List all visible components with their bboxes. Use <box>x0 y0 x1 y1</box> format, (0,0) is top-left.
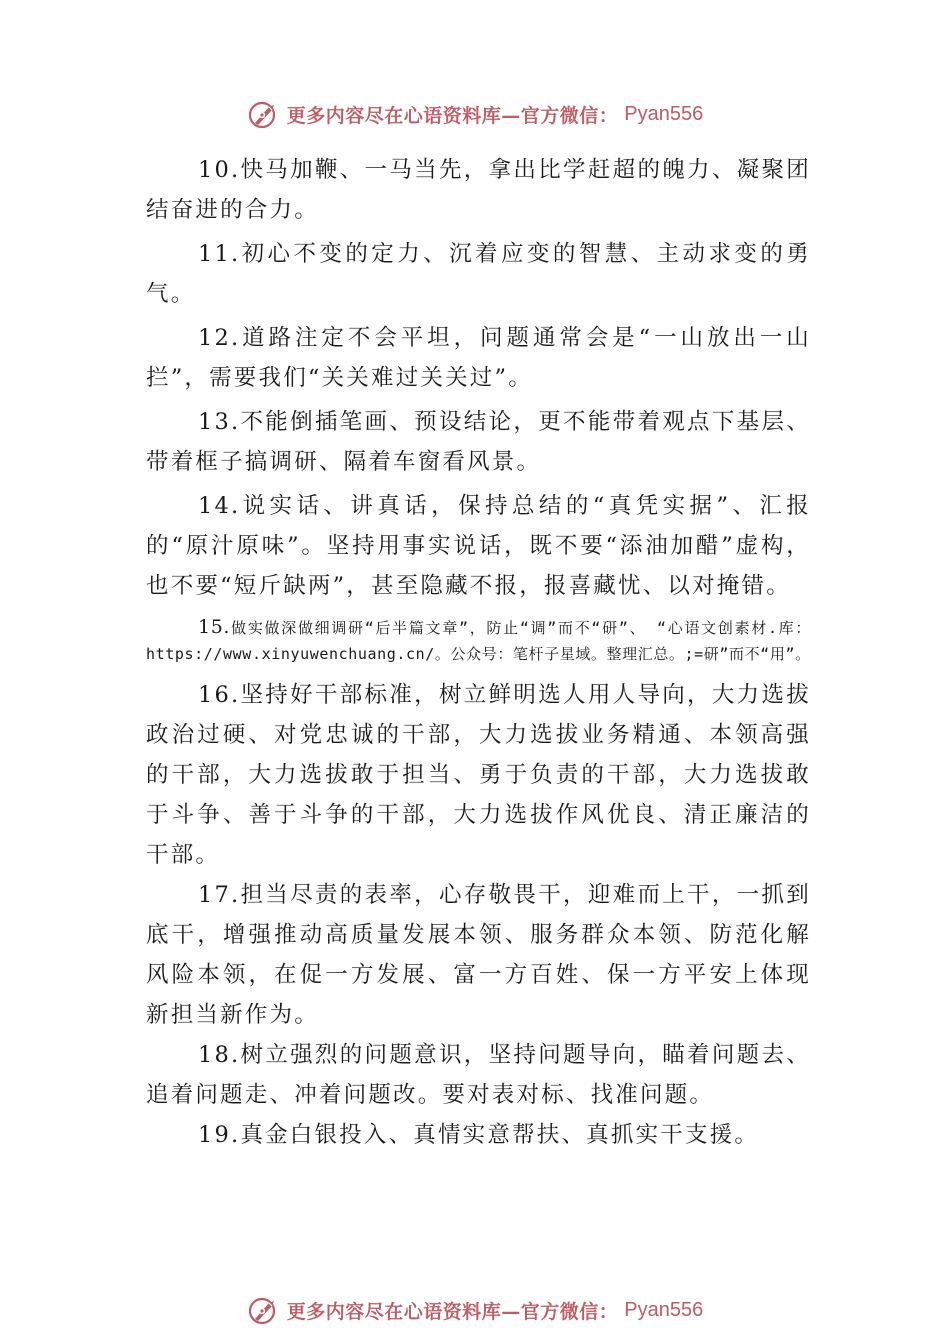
paragraph-19: 19.真金白银投入、真情实意帮扶、真抓实干支援。 <box>198 1122 760 1148</box>
pen-nib-seal-icon <box>247 97 281 131</box>
footer-banner <box>0 1290 950 1330</box>
footer-banner-id: Pyan556 <box>624 1298 704 1321</box>
paragraph-18: 18.树立强烈的问题意识，坚持问题导向，瞄着问题去、追着问题走、冲着问题改。要对表对标、找准问题。 <box>146 1042 811 1108</box>
footer-banner-text: 更多内容尽在心语资料库—官方微信： <box>286 1300 619 1323</box>
paragraph-10: 10.快马加鞭、一马当先，拿出比学赶超的魄力、凝聚团结奋进的合力。 <box>146 157 811 223</box>
paragraph-15-text: 做实做深做细调研“后半篇文章”，防止“调”而不“研”、 “心语文创素材.库：https://www.xinyuwenchuang.cn/。公众号：笔杆子星域。整理汇总。;=研”而不“用”。 <box>146 619 811 663</box>
document-body <box>146 150 811 1155</box>
paragraph-15-number: 15. <box>198 616 231 638</box>
header-banner <box>0 94 950 134</box>
paragraph-11: 11.初心不变的定力、沉着应变的智慧、主动求变的勇气。 <box>146 241 811 307</box>
header-banner-text: 更多内容尽在心语资料库—官方微信： <box>286 104 619 127</box>
pen-nib-seal-icon <box>247 1293 281 1327</box>
paragraph-17: 17.担当尽责的表率，心存敬畏干，迎难而上干，一抓到底干，增强推动高质量发展本领、服务群众本领、防范化解风险本领，在促一方发展、富一方百姓、保一方平安上体现新担当新作为。 <box>146 882 811 1028</box>
paragraph-15 <box>146 614 811 667</box>
header-banner-id: Pyan556 <box>624 102 704 125</box>
paragraph-16: 16.坚持好干部标准，树立鲜明选人用人导向，大力选拔政治过硬、对党忠诚的干部，大力选拔业务精通、本领高强的干部，大力选拔敢于担当、勇于负责的干部，大力选拔敢 于斗争、善于斗争的干部，大力选拔作风优良、清正廉洁的 干部。 <box>146 682 811 868</box>
paragraph-12: 12.道路注定不会平坦，问题通常会是“一山放出一山拦”，需要我们“关关难过关关过”。 <box>146 325 811 391</box>
paragraph-14: 14.说实话、讲真话，保持总结的“真凭实据”、汇报的“原汁原味”。坚持用事实说话，既不要“添油加醋”虚构，也不要“短斤缺两”，甚至隐藏不报，报喜藏忧、以对掩错。 <box>146 493 811 599</box>
paragraph-13: 13.不能倒插笔画、预设结论，更不能带着观点下基层、带着框子搞调研、隔着车窗看风景。 <box>146 409 811 475</box>
